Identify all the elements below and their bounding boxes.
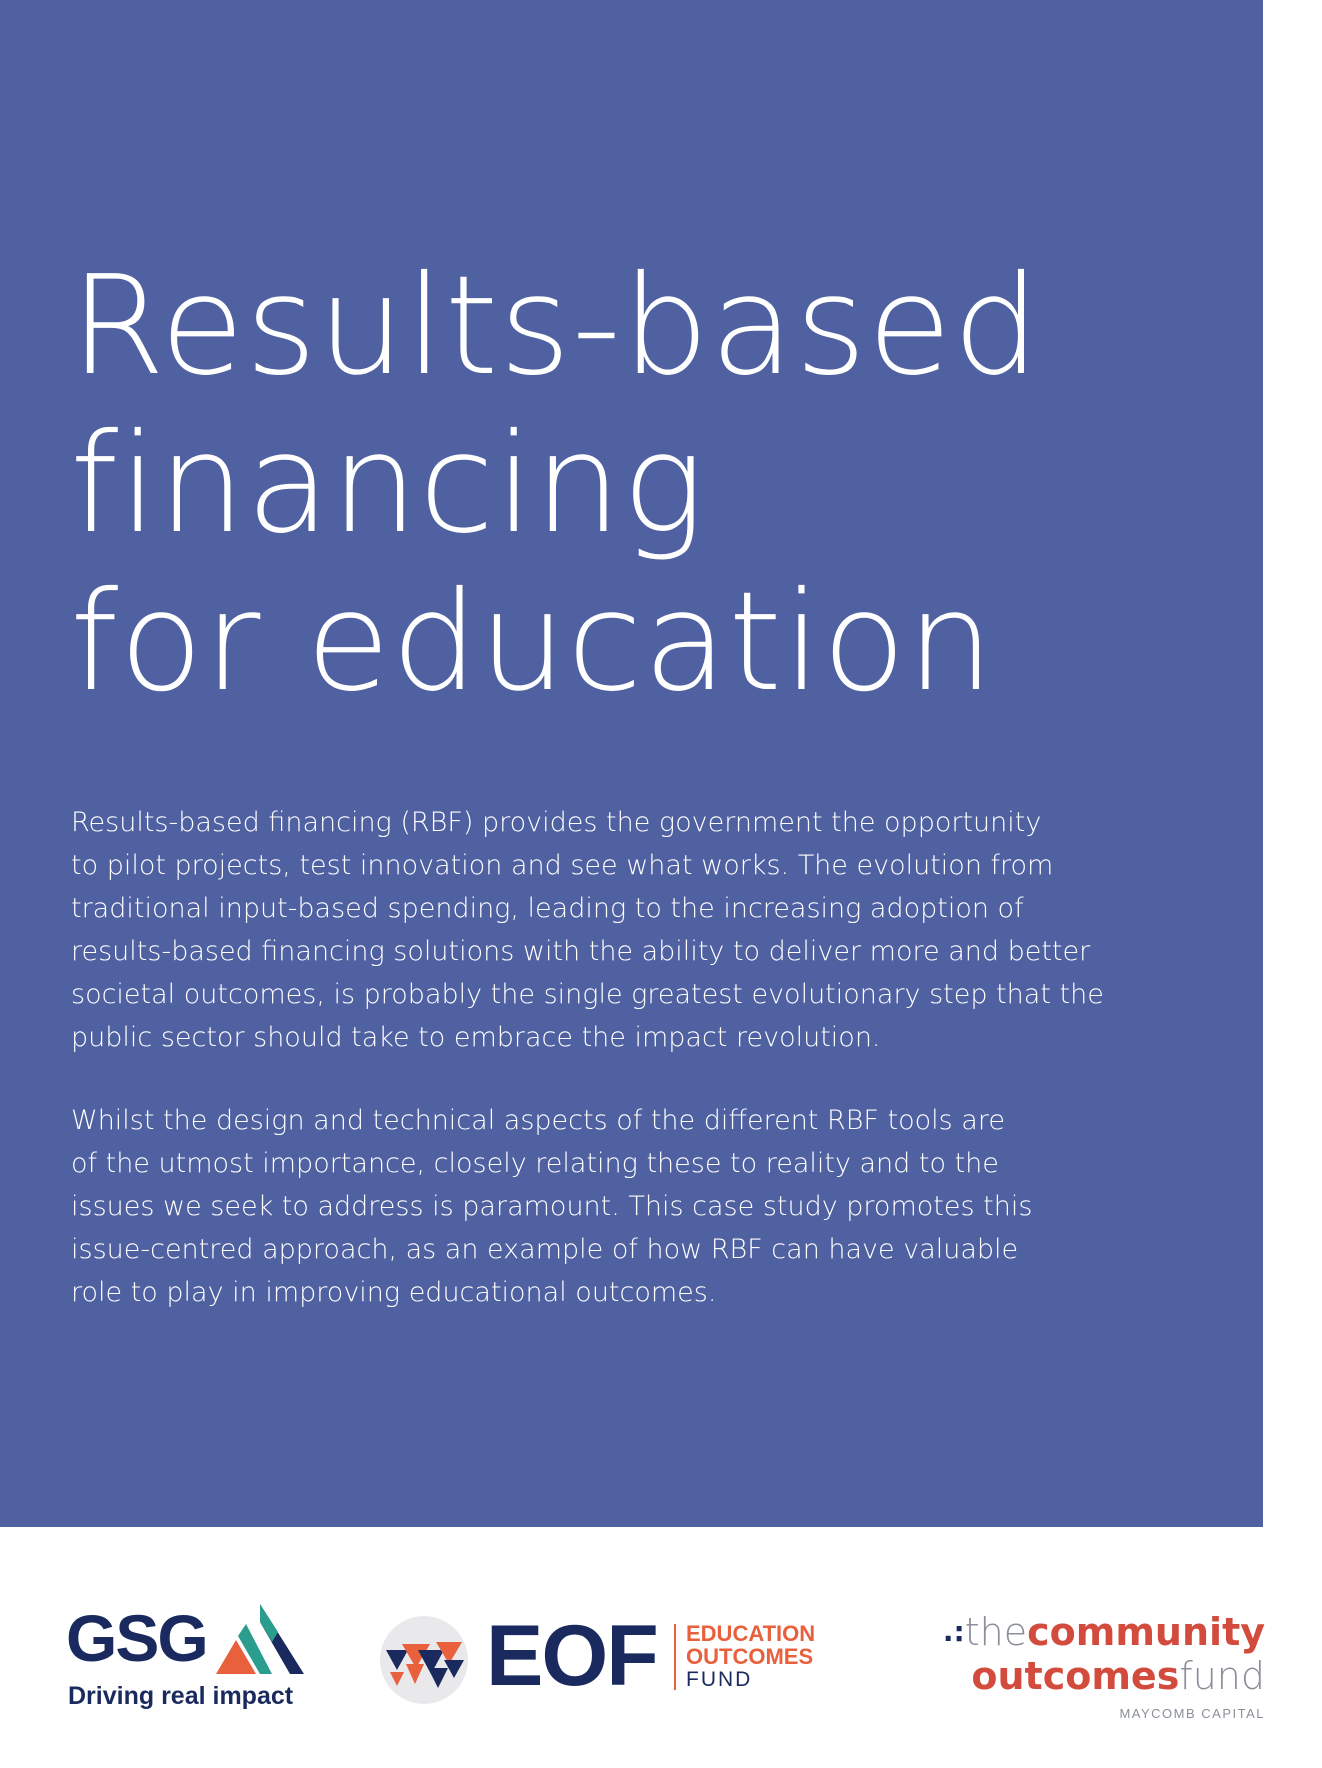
paragraph-line: role to play in improving educational outcomes.	[71, 1277, 717, 1308]
paragraph-line: Results-based financing (RBF) provides the government the opportunity	[71, 807, 1042, 838]
eof-wordmark: EOF	[486, 1608, 657, 1704]
gsg-logo	[66, 1602, 306, 1714]
intro-paragraph	[71, 801, 1201, 1059]
paragraph-line: to pilot projects, test innovation and see what works. The evolution from	[71, 850, 1054, 881]
paragraph-line: issue-centred approach, as an example of how RBF can have valuable	[71, 1234, 1019, 1265]
paragraph-line: results-based financing solutions with the ability to deliver more and better	[71, 936, 1091, 967]
paragraph-line: societal outcomes, is probably the single greatest evolutionary step that the	[71, 979, 1104, 1010]
title-line: financing	[70, 405, 706, 564]
paragraph-line: issues we seek to address is paramount. This case study promotes this	[71, 1191, 1033, 1222]
title-line: for education	[70, 563, 995, 722]
cof-the: the	[964, 1610, 1028, 1654]
eof-sub-line: EDUCATION	[686, 1621, 816, 1646]
title-line: Results-based	[70, 247, 1041, 406]
paragraph-line: Whilst the design and technical aspects of the different RBF tools are	[71, 1105, 1005, 1136]
eof-divider	[674, 1624, 676, 1690]
cof-line-1	[943, 1610, 1265, 1654]
gsg-tagline: Driving real impact	[68, 1682, 294, 1710]
eof-sub-line: FUND	[686, 1668, 753, 1691]
cof-dots: .:	[942, 1615, 965, 1648]
page-title	[70, 248, 1041, 722]
cof-community: community	[1027, 1610, 1265, 1654]
paragraph-line: of the utmost importance, closely relating these to reality and to the	[71, 1148, 999, 1179]
eof-triangles-icon	[378, 1614, 470, 1710]
gsg-mountain-icon	[216, 1604, 304, 1678]
cof-outcomes: outcomes	[971, 1654, 1180, 1698]
second-paragraph	[71, 1099, 1201, 1314]
eof-subtitle	[686, 1622, 815, 1691]
eof-logo	[378, 1610, 838, 1706]
eof-sub-line: OUTCOMES	[686, 1644, 814, 1669]
cof-line-2	[971, 1654, 1265, 1698]
paragraph-line: traditional input-based spending, leading to the increasing adoption of	[71, 893, 1024, 924]
maycomb-capital-label: MAYCOMB CAPITAL	[1119, 1706, 1265, 1721]
gsg-wordmark: GSG	[66, 1601, 207, 1675]
community-outcomes-fund-logo	[920, 1610, 1265, 1720]
cof-fund: fund	[1179, 1654, 1265, 1698]
paragraph-line: public sector should take to embrace the impact revolution.	[71, 1022, 881, 1053]
